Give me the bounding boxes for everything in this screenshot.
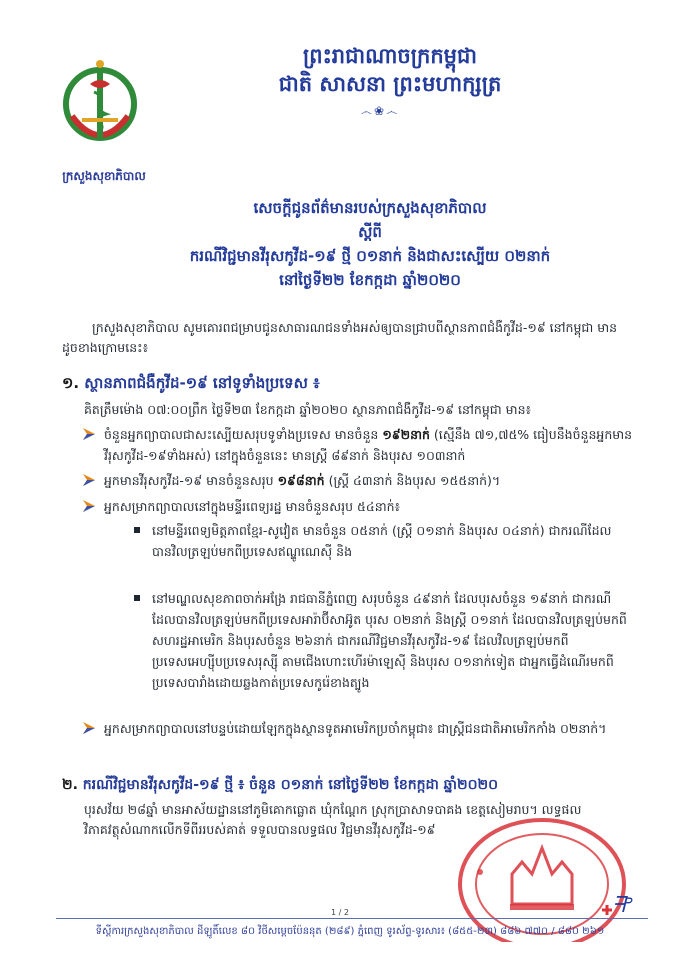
section-2-text: បុរសវ័យ ២៨ឆ្នាំ មានអាស័យដ្ឋាននៅភូមិគោកធ្លោត ឃុំកណ្តែក ស្រុកប្រាសាទបាគង ខេត្តសៀមរាប។ លទ្ធផលវិភាគវត្ថុសំណាកលើកទីពីររបស់គាត់ ទទួលបានលទ្ធផល វិជ្ជមានវីរុសកូវីដ-១៩ [84, 802, 582, 837]
official-stamp [452, 812, 632, 942]
sub-bullet-khmer-soviet: នៅមន្ទីរពេទ្យមិត្តភាពខ្មែរ-សូវៀត មានចំនួន ០៥នាក់ (ស្ត្រី ០១នាក់ និងបុរស ០៤នាក់) ជាករណីដែលបានវិលត្រឡប់មកពីប្រទេសឥណ្ឌូណេស៊ី និង [152, 520, 630, 562]
title-line-1: សេចក្តីជូនព័ត៌មានរបស់ក្រសួងសុខាភិបាល [253, 199, 487, 217]
signature: ᖷᐣ [612, 893, 634, 918]
total-cases-count: ១៩៨នាក់ [277, 473, 325, 488]
square-bullet-icon [134, 527, 140, 533]
bullet-arrow-icon [82, 499, 96, 513]
bullet-arrow-icon [82, 427, 96, 441]
section-2-heading [62, 774, 642, 796]
ornament-divider: ෴❀෴ [360, 104, 400, 118]
kingdom-line-1: ព្រះរាជាណាចក្រកម្ពុជា [302, 44, 477, 68]
section-1-heading [62, 372, 642, 394]
section-1-number: ១. [62, 374, 80, 392]
recovered-count: ១៩២នាក់ [382, 427, 430, 442]
section-2-detail: ចំនួន ០១នាក់ នៅថ្ងៃទី២២ ខែកក្កដា ឆ្នាំ២០២០ [244, 777, 499, 793]
title-line-3: ករណីវិជ្ជមានវីរុសកូវីដ-១៩ ថ្មី ០១នាក់ និងជាសះស្បើយ ០២នាក់ [189, 247, 551, 265]
footer-divider [56, 918, 648, 919]
bullet-arrow-icon [82, 473, 96, 487]
kingdom-line-2: ជាតិ សាសនា ព្រះមហាក្សត្រ [278, 72, 502, 96]
intro-paragraph: ក្រសួងសុខាភិបាល សូមគោរពជម្រាបជូនសាធារណជនទាំងអស់ឲ្យបានជ្រាបពីស្ថានភាពជំងឺកូវីដ-១៩ នៅកម្ពុជា មានដូចខាងក្រោមនេះ៖ [62, 320, 618, 355]
square-bullet-icon [134, 595, 140, 601]
bullet-total-cases: អ្នកមានវីរុសកូវីដ-១៩ មានចំនួនសរុប ១៩៨នាក់ (ស្ត្រី ៤៣នាក់ និងបុរស ១៥៥នាក់)។ [104, 470, 634, 491]
section-1-as-of: គិតត្រឹមម៉ោង ០៧:០០ព្រឹក ថ្ងៃទី២៣ ខែកក្កដា ឆ្នាំ២០២០ ស្ថានភាពជំងឺកូវីដ-១៩ នៅកម្ពុជា មាន៖ [84, 402, 531, 417]
page-number: 1 / 2 [331, 908, 349, 917]
section-2-number: ២. [62, 777, 78, 793]
bullet-recovered: ចំនួនអ្នកព្យាបាលជាសះស្បើយសរុបទូទាំងប្រទេស មានចំនួន ១៩២នាក់ (ស្មើនឹង ៧១,៧៥% ធៀបនឹងចំនួនអ្នកមានវីរុសកូវីដ-១៩ទាំងអស់) នៅក្នុងចំនួននេះ មានស្ត្រី ៨៩នាក់ និងបុរស ១០៣នាក់ [104, 424, 634, 466]
ministry-emblem-icon [60, 56, 140, 156]
section-2-title: ករណីវិជ្ជមានវីរុសកូវីដ-១៩ ថ្មី ៖ [82, 777, 245, 793]
title-line-4: នៅថ្ងៃទី២២ ខែកក្កដា ឆ្នាំ២០២០ [279, 271, 461, 289]
bullet-embassy: អ្នកសម្រាកព្យាបាលនៅបន្ទប់ដោយឡែកក្នុងស្ថានទូតអាមេរិកប្រចាំកម្ពុជា៖ ជាស្ត្រីជនជាតិអាមេរិកកាំង ០២នាក់។ [104, 718, 634, 739]
ministry-logo [60, 56, 140, 156]
section-1-title: ស្ថានភាពជំងឺកូវីដ-១៩ នៅទូទាំងប្រទេស ៖ [84, 374, 320, 392]
sub-bullet-chak-angre: នៅមណ្ឌលសុខភាពចាក់អង្រែ រាជធានីភ្នំពេញ សរុបចំនួន ៤៩នាក់ ដែលបុរសចំនួន ១៩នាក់ ជាករណីដែលបានវិលត្រឡប់មកពីប្រទេសអារ៉ាប៊ីសាអ៊ូត បុរស ០២នាក់ និងស្ត្រី ០១នាក់ ដែលបានវិលត្រឡប់មកពីសហរដ្ឋអាមេរិក និងបុរសចំនួន ២៦នាក់ ជាករណីវិជ្ជមានវីរុសកូវីដ-១៩ ដែលវិលត្រឡប់មកពីប្រទេសអេហ្ស៊ីបប្រទេសរុស្ស៊ី តាមជើងហោះហើរម៉ាឡេស៊ី និងបុរស ០១នាក់ទៀត ជាអ្នកធ្វើដំណើរមកពីប្រទេសបារាំងដោយឆ្លងកាត់ប្រទេសកូរ៉េខាងត្បូង [152, 588, 630, 693]
kingdom-header [180, 42, 600, 98]
seal-icon [452, 812, 632, 942]
title-line-2: ស្តីពី [358, 223, 382, 241]
bullet-arrow-icon [82, 721, 96, 735]
footer-address: ទីស្តីការក្រសួងសុខាភិបាល ដីឡូតិ៍លេខ ៨០ វិថីសម្តេចប៉ែននុត (២៨៩) ភ្នំពេញ ទូរស័ព្ទ-ទូរសារ៖ (៨៥៥-២៣) ៨៨៦ ៧៧០ / ៨៨០ ២៦១ [95, 926, 605, 937]
document-title [120, 196, 620, 292]
bullet-hospitalized: អ្នកសម្រាកព្យាបាលនៅក្នុងមន្ទីរពេទ្យរដ្ឋ មានចំនួនសរុប ៥៤នាក់៖ [104, 496, 634, 517]
ministry-name: ក្រសួងសុខាភិបាល [62, 169, 146, 183]
